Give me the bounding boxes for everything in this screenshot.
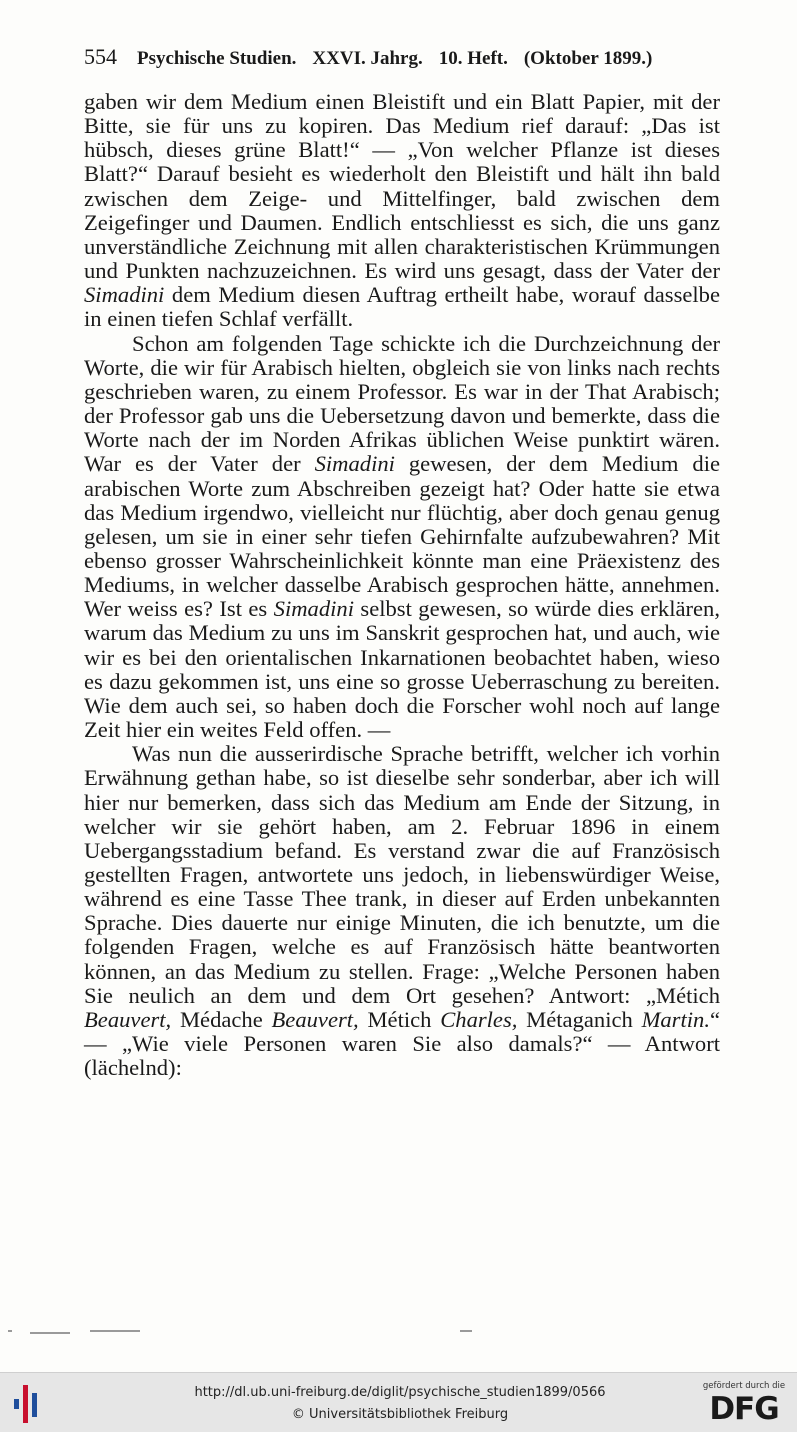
text-run: dem Medium diesen Auftrag ertheilt habe, worauf dasselbe in einen tiefen Schlaf verfällt. [84, 282, 720, 332]
library-logo-icon [14, 1385, 44, 1423]
copyright-notice: © Universitätsbibliothek Freiburg [291, 1407, 509, 1422]
logo-bar [32, 1393, 37, 1417]
scan-mark [90, 1330, 140, 1332]
italic-name: Charles, [440, 1006, 518, 1032]
dfg-logo: DFG [709, 1391, 779, 1427]
running-header [84, 44, 724, 72]
library-footer [0, 1372, 797, 1432]
text-run: Médache [171, 1006, 272, 1032]
permalink-link[interactable]: http://dl.ub.uni-freiburg.de/diglit/psychische_studien1899/0566 [194, 1385, 606, 1400]
logo-bar [23, 1385, 28, 1423]
italic-name: Beauvert, [271, 1006, 359, 1032]
italic-name: Simadini [84, 282, 165, 308]
body-text [84, 90, 720, 1080]
body-paragraph [84, 90, 720, 332]
text-run: Was nun die ausserirdische Sprache betrifft, welcher ich vorhin Erwähnung gethan habe, so ist dieselbe sehr sonderbar, aber ich will hier nur bemerken, dass sich das Medium am Ende der Sitzung, in welcher wir sie gehört haben, am 2. Februar 1896 in einem Uebergangsstadium befand. Es verstand zwar die auf Französisch gestellten Fragen, antwortete uns jedoch, in liebenswürdiger Weise, während es eine Tasse Thee trank, in dieser auf Erden unbekannten Sprache. Dies dauerte nur einige Minuten, die ich benutzte, um die folgenden Fragen, welche es auf Französisch hätte beantworten können, an das Medium zu stellen. Frage: „Welche Personen haben Sie neulich an dem und dem Ort gesehen? Antwort: „Métich [84, 741, 720, 1008]
italic-name: Beauvert, [84, 1006, 172, 1032]
logo-bar [14, 1399, 19, 1409]
text-run: Métaganich [517, 1006, 642, 1032]
text-run: selbst gewesen, so würde dies erklären, warum das Medium zu uns im Sanskrit gesprochen hat, und auch, wie wir es bei den orientalischen Inkarnationen beobachtet haben, wieso es dazu gekommen ist, uns eine so grosse Ueberraschung zu bereiten. Wie dem auch sei, so haben doch die Forscher wohl noch auf lange Zeit hier ein weites Feld offen. — [84, 596, 721, 743]
italic-name: Martin. [641, 1006, 710, 1032]
body-paragraph [84, 742, 720, 1080]
journal-title: Psychische Studien. [137, 48, 297, 69]
volume-label: XXVI. Jahrg. [312, 48, 423, 69]
scan-mark [8, 1330, 12, 1332]
scan-mark [460, 1330, 472, 1332]
italic-name: Simadini [314, 451, 395, 477]
text-run: Schon am folgenden Tage schickte ich die Durchzeichnung der Worte, die wir für Arabisch hielten, obgleich sie von links nach rechts geschrieben waren, zu einem Professor. Es war in der That Arabisch; der Professor gab uns die Uebersetzung davon und bemerkte, dass die Worte nach der im Norden Afrikas üblichen Weise punktirt wären. War es der Vater der [84, 330, 720, 477]
text-run: gaben wir dem Medium einen Bleistift und ein Blatt Papier, mit der Bitte, sie für uns zu kopiren. Das Medium rief darauf: „Das ist hübsch, dieses grüne Blatt!“ — „Von welcher Pflanze ist dieses Blatt?“ Darauf besieht es wiederholt den Bleistift und hält ihn bald zwischen dem Zeige- und Mittelfinger, bald zwischen dem Zeigefinger und Daumen. Endlich entschliesst es sich, die uns ganz unverständliche Zeichnung mit allen charakteristischen Krümmungen und Punkten nachzuzeichnen. Es wird uns gesagt, dass der Vater der [84, 89, 720, 284]
scan-artifacts [0, 1330, 797, 1350]
text-run: Métich [358, 1006, 441, 1032]
dfg-caption: gefördert durch die [702, 1381, 786, 1391]
text-run: “ — „Wie viele Personen waren Sie also damals?“ — Antwort (lächelnd): [84, 1006, 721, 1081]
italic-name: Simadini [273, 596, 354, 622]
text-run: gewesen, der dem Medium die arabischen Worte zum Abschreiben gezeigt hat? Oder hatte sie etwa das Medium irgendwo, vielleicht nur flüchtig, aber doch genau genug gelesen, um sie in einer sehr tiefen Gehirnfalte aufzubewahren? Mit ebenso grosser Wahrscheinlichkeit könnte man eine Präexistenz des Mediums, in welcher dasselbe Arabisch gesprochen hätte, annehmen. Wer weiss es? Ist es [84, 451, 720, 622]
page-number: 554 [84, 44, 117, 69]
body-paragraph [84, 332, 720, 743]
issue-date: (Oktober 1899.) [523, 48, 653, 69]
issue-label: 10. Heft. [438, 48, 508, 69]
scan-mark [30, 1332, 70, 1334]
